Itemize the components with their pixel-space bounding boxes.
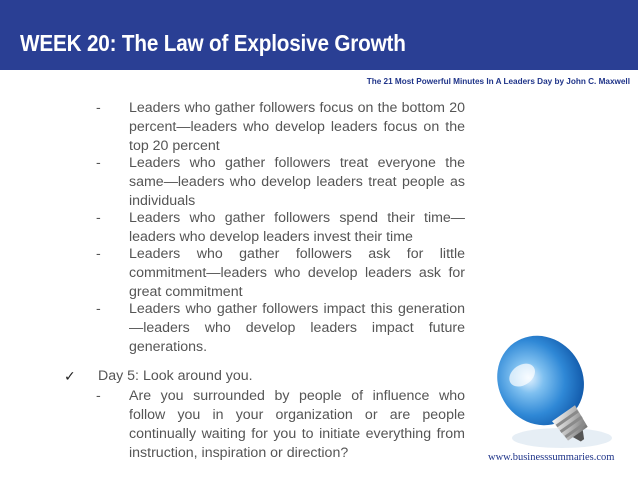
bullet-item — [0, 154, 638, 214]
bullet-text: Leaders who gather followers impact this generation—leaders who develop leaders impact future generations. — [129, 301, 465, 355]
bullet-text: Leaders who gather followers treat everyone the same—leaders who develop leaders treat people as individuals — [129, 155, 465, 209]
bullet-marker: - — [96, 155, 101, 171]
bullet-marker: - — [96, 100, 101, 116]
bullet-text: Leaders who gather followers ask for little commitment—leaders who develop leaders ask for great commitment — [129, 246, 465, 300]
bullet-item — [0, 99, 638, 159]
slide-title: WEEK 20: The Law of Explosive Growth — [20, 30, 406, 56]
bullet-text: Leaders who gather followers spend their time—leaders who develop leaders invest their time — [129, 210, 465, 245]
bullet-marker: - — [96, 210, 101, 226]
checkpoint-text: Day 5: Look around you. — [98, 368, 253, 384]
bullet-text: Are you surrounded by people of influence who follow you in your organization or are people continually waiting for you to initiate everything from instruction, inspiration or direction? — [129, 388, 465, 461]
bullet-marker: - — [96, 301, 101, 317]
bullet-text: Leaders who gather followers focus on the bottom 20 percent—leaders who develop leaders focus on the top 20 percent — [129, 100, 465, 154]
bullet-item — [0, 209, 638, 249]
bullet-marker: - — [96, 246, 101, 262]
bullet-item — [0, 245, 638, 305]
bullet-marker: - — [96, 388, 101, 404]
website-link[interactable]: www.businesssummaries.com — [488, 452, 615, 463]
checkmark-icon: ✓ — [64, 368, 76, 384]
light-bulb-icon — [480, 320, 630, 460]
slide-subtitle: The 21 Most Powerful Minutes In A Leaders Day by John C. Maxwell — [366, 77, 630, 86]
